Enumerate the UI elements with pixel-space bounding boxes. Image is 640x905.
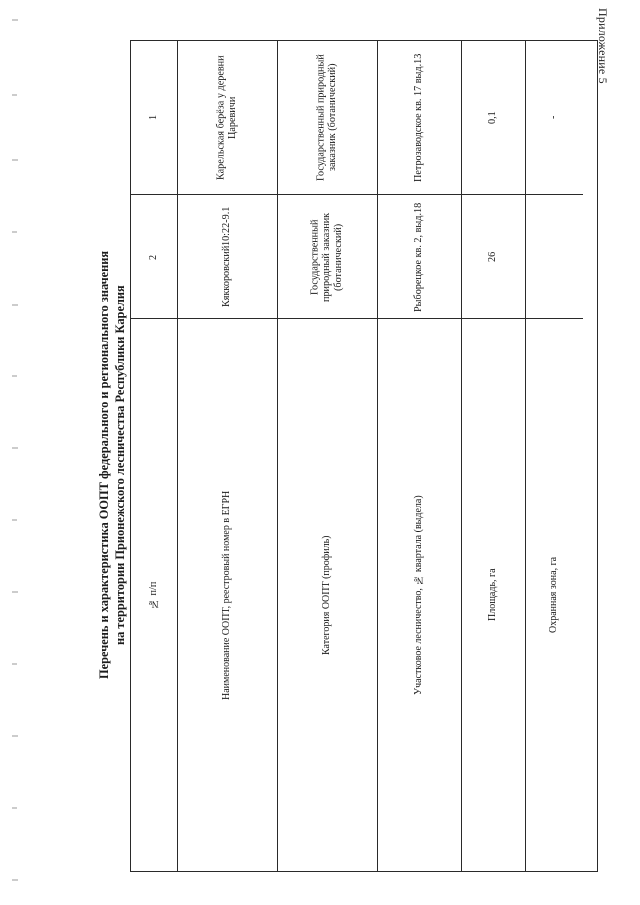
title-line-2: на территории Прионежского лесничества Республики Карелия <box>113 285 127 645</box>
rows-0-category: Государственный природный заказник (ботанический) <box>315 54 338 181</box>
rows-1-name: Кяккоровский <box>221 246 233 308</box>
rows-1-category: Государственный природный заказник (ботанический) <box>309 212 344 302</box>
title-line-1: Перечень и характеристика ООПТ федерального и регионального значения <box>97 250 111 680</box>
rows-1-location: Рыборецкое кв. 2, выд.18 <box>413 202 425 312</box>
header-buffer: Охранная зона, га <box>548 556 560 634</box>
header-name: Наименование ООПТ, реестровый номер в ЕГРН <box>221 490 233 700</box>
scan-margin-marks <box>0 0 60 905</box>
rows-1-area: 26 <box>487 251 499 263</box>
header-num: № п/п <box>148 581 160 609</box>
rows-0-location: Петрозаводское кв. 17 выд.13 <box>413 53 425 182</box>
header-area: Площадь, га <box>487 568 499 622</box>
rows-0-buffer: - <box>548 115 560 120</box>
rows-0-area: 0,1 <box>487 111 499 124</box>
oopt-table-details <box>130 40 596 870</box>
document-title <box>96 120 128 810</box>
rows-1-registry: 10:22-9.1 <box>221 206 233 247</box>
rows-0-num: 1 <box>148 114 160 121</box>
rows-0-name: Карельская берёза у деревни Царевичи <box>215 55 238 180</box>
header-location: Участковое лесничество, № квартала (выдела) <box>413 495 425 695</box>
header-category: Категория ООПТ (профиль) <box>321 535 333 655</box>
rows-1-num: 2 <box>148 254 160 260</box>
appendix-label: Приложение 5 <box>596 8 610 84</box>
